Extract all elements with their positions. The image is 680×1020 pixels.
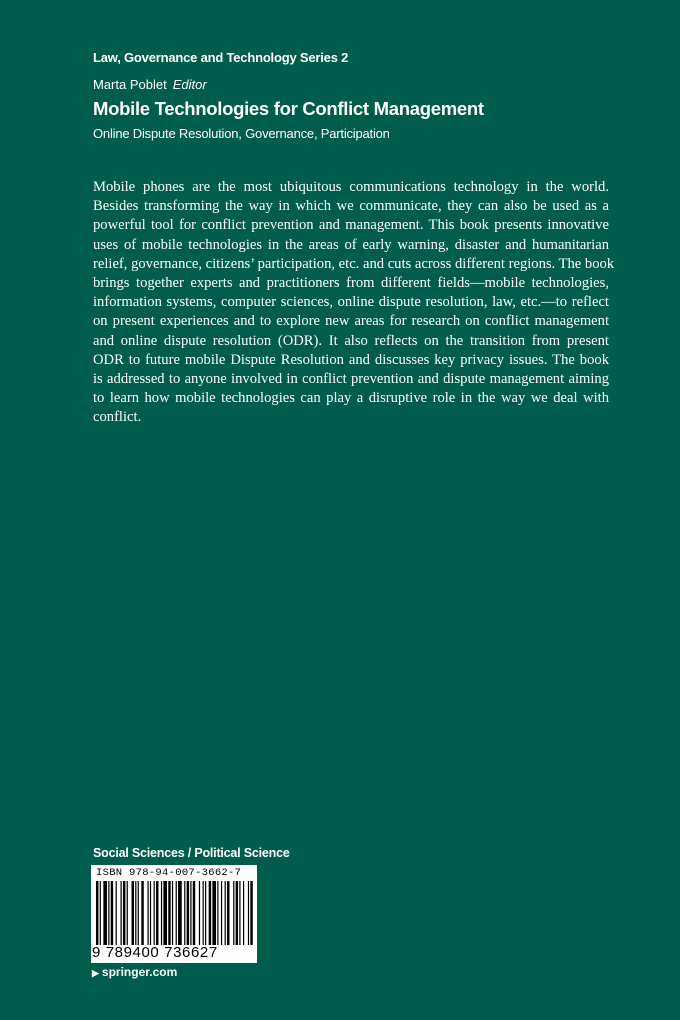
description-line: Mobile phones are the most ubiquitous communications technology in the world. bbox=[93, 179, 609, 195]
barcode-bar bbox=[103, 881, 107, 945]
barcode-bar bbox=[239, 881, 240, 945]
barcode-bar bbox=[100, 881, 101, 945]
barcode-bar bbox=[132, 881, 134, 945]
barcode-bar bbox=[243, 881, 244, 945]
barcode-bar bbox=[221, 881, 222, 945]
barcode-bar bbox=[161, 881, 162, 945]
barcode-bar bbox=[225, 881, 226, 945]
subject-category: Social Sciences / Political Science bbox=[93, 846, 290, 860]
description-line: powerful tool for conflict prevention and management. This book presents innovative bbox=[93, 217, 609, 234]
description-line: to learn how mobile technologies can play a disruptive role in the way we deal with bbox=[93, 390, 609, 407]
barcode-bar bbox=[190, 881, 191, 945]
barcode-bar bbox=[150, 881, 151, 945]
description-line: on present experiences and to explore new areas for research on conflict management bbox=[93, 313, 609, 330]
barcode-bar bbox=[96, 881, 98, 945]
barcode-bar bbox=[199, 881, 200, 945]
barcode-bar bbox=[184, 881, 185, 945]
barcode-bar bbox=[205, 881, 206, 945]
description-line: uses of mobile technologies in the areas of early warning, disaster and humanitarian bbox=[93, 236, 609, 253]
barcode-bar bbox=[127, 881, 128, 945]
book-subtitle: Online Dispute Resolution, Governance, Participation bbox=[93, 126, 390, 141]
description-line: relief, governance, citizens’ participation, etc. and cuts across different regions. The book bbox=[93, 255, 615, 272]
barcode-bar bbox=[250, 881, 252, 945]
barcode-bar bbox=[168, 881, 170, 945]
editor-name: Marta Poblet bbox=[93, 77, 167, 92]
barcode-bar bbox=[248, 881, 249, 945]
ean-digits: 9 789400 736627 bbox=[92, 944, 218, 961]
barcode-bar bbox=[178, 881, 182, 945]
book-title: Mobile Technologies for Conflict Management bbox=[93, 98, 484, 119]
description-line: and online dispute resolution (ODR). It also reflects on the transition from present bbox=[93, 332, 609, 349]
description-line: is addressed to anyone involved in conflict prevention and dispute management aiming bbox=[93, 371, 609, 388]
barcode-bar bbox=[209, 881, 211, 945]
editor-role: Editor bbox=[172, 77, 207, 92]
description-line: information systems, computer sciences, online dispute resolution, law, etc.—to reflect bbox=[93, 294, 609, 311]
barcode-bar bbox=[108, 881, 109, 945]
barcode-bar bbox=[138, 881, 139, 945]
description-line: ODR to future mobile Dispute Resolution and discusses key privacy issues. The book bbox=[93, 351, 609, 368]
barcode-bar bbox=[147, 881, 148, 945]
barcode-bar bbox=[212, 881, 216, 945]
barcode-bar bbox=[123, 881, 125, 945]
publisher-link[interactable] bbox=[92, 965, 177, 979]
description-line: Besides transforming the way in which we communicate, they can also be used as a bbox=[93, 198, 609, 215]
barcode-bar bbox=[141, 881, 143, 945]
triangle-right-icon: ▶ bbox=[92, 968, 99, 978]
barcode-bar bbox=[187, 881, 189, 945]
book-description bbox=[93, 178, 615, 428]
barcode-bar bbox=[176, 881, 177, 945]
description-line: brings together experts and practitioners from different fields—mobile technologies, bbox=[93, 275, 609, 292]
barcode-bar bbox=[193, 881, 195, 945]
description-line: conflict. bbox=[93, 409, 142, 426]
barcode-bar bbox=[172, 881, 173, 945]
barcode-bar bbox=[203, 881, 204, 945]
series-title: Law, Governance and Technology Series 2 bbox=[93, 50, 349, 65]
barcode-bars bbox=[96, 881, 254, 945]
isbn-barcode bbox=[91, 865, 257, 963]
barcode-bar bbox=[236, 881, 238, 945]
barcode-bar bbox=[163, 881, 167, 945]
publisher-link-text: springer.com bbox=[101, 965, 178, 979]
barcode-bar bbox=[156, 881, 158, 945]
barcode-bar bbox=[154, 881, 155, 945]
barcode-bar bbox=[233, 881, 234, 945]
isbn-label: ISBN 978-94-007-3662-7 bbox=[96, 867, 242, 879]
editor-line bbox=[93, 77, 207, 92]
barcode-bar bbox=[121, 881, 122, 945]
barcode-bar bbox=[111, 881, 113, 945]
barcode-bar bbox=[116, 881, 117, 945]
barcode-bar bbox=[227, 881, 229, 945]
barcode-bar bbox=[217, 881, 218, 945]
barcode-bar bbox=[135, 881, 136, 945]
